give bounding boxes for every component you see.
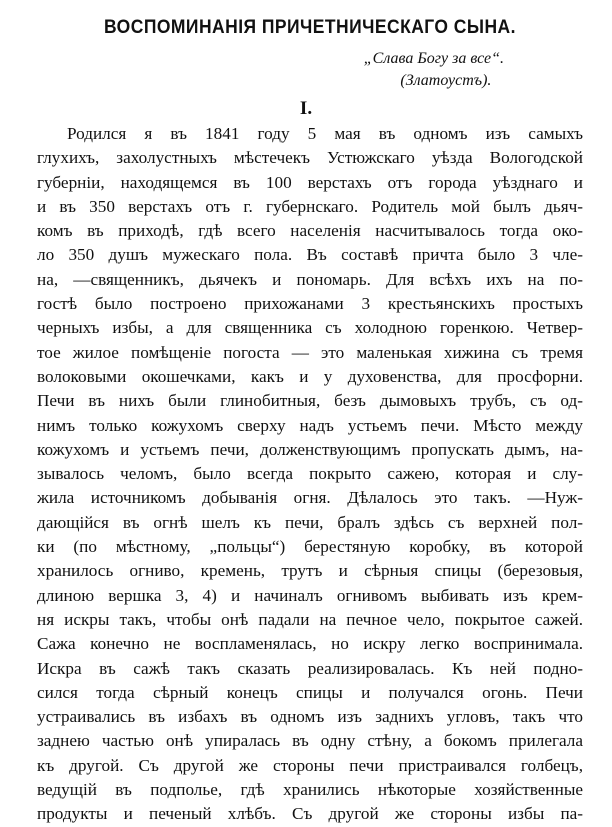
text-line: къ другой. Съ другой же стороны печи пристраивался голбецъ,	[37, 755, 583, 775]
text-line: глухихъ, захолустныхъ мѣстечекъ Устюжскаго уѣзда Вологодской	[37, 148, 583, 168]
text-line: длиною вершка 3, 4) и начиналъ огнивомъ выбивать изъ крем-	[37, 585, 583, 605]
document-title: ВОСПОМИНАНІЯ ПРИЧЕТНИЧЕСКАГО СЫНА.	[104, 17, 516, 38]
text-line: Родился я въ 1841 году 5 мая въ одномъ изъ самыхъ	[67, 124, 583, 143]
text-line: волоковыми окошечками, какъ и у духовенства, для просфорни.	[37, 366, 583, 386]
text-line: зывалось челомъ, было всегда покрыто сажею, которая и слу-	[37, 464, 583, 484]
text-line: и въ 350 верстахъ отъ г. губернскаго. Родитель мой былъ дьяч-	[37, 196, 583, 216]
text-line: продукты и печеный хлѣбъ. Съ другой же стороны избы па-	[37, 804, 583, 824]
body-text	[37, 122, 583, 827]
text-line: губерніи, находящемся въ 100 верстахъ отъ города уѣзднаго и	[37, 172, 583, 192]
text-line: кожухомъ и устьемъ печи, долженствующимъ пропускать дымъ, на-	[37, 439, 583, 459]
epigraph	[364, 48, 504, 92]
text-line: Печи въ нихъ были глинобитныя, безъ дымовыхъ трубъ, съ од-	[37, 391, 583, 411]
chapter-number: I.	[299, 98, 313, 119]
text-line: ло 350 душъ мужескаго пола. Въ составѣ причта было 3 чле-	[37, 245, 583, 265]
text-line: дающійся въ огнѣ шелъ къ печи, бралъ здѣсь съ верхней пол-	[37, 512, 583, 532]
text-line: устраивались въ избахъ въ одномъ изъ заднихъ угловъ, такъ что	[37, 707, 583, 727]
text-line: комъ въ приходѣ, гдѣ всего населенія насчитывалось тогда око-	[37, 221, 583, 241]
epigraph-source: (Златоустъ).	[400, 72, 492, 89]
text-line: сился тогда сѣрный конецъ спицы и получался огонь. Печи	[37, 682, 583, 702]
text-line: тое жилое помѣщеніе погоста — это маленькая хижина съ тремя	[37, 342, 583, 362]
text-line: гостѣ было построено прихожанами 3 крестьянскихъ простыхъ	[37, 294, 583, 314]
text-line: черныхъ избы, а для священника съ холодною горенкою. Четвер-	[37, 318, 583, 338]
text-line: Сажа конечно не воспламенялась, но искру легко воспринимала.	[37, 634, 583, 654]
text-line: Искра въ сажѣ такъ сказать реализировалась. Къ ней подно-	[37, 658, 583, 678]
text-line: нимъ только кожухомъ сверху надъ устьемъ печи. Мѣсто между	[37, 415, 583, 435]
epigraph-quote: „Слава Богу за все“.	[363, 50, 504, 67]
text-line: заднею частью онѣ упиралась въ одну стѣну, а бокомъ прилегала	[37, 731, 583, 751]
text-line: на, —священникъ, дьячекъ и пономарь. Для всѣхъ ихъ на по-	[37, 269, 583, 289]
text-line: хранилось огниво, кремень, трутъ и сѣрныя спицы (березовыя,	[37, 561, 583, 581]
text-line: ведущій въ подполье, гдѣ хранились нѣкоторые хозяйственные	[37, 780, 583, 800]
text-line: жила источникомъ добыванія огня. Дѣлалось это такъ. —Нуж-	[37, 488, 583, 508]
text-line: ня искры такъ, чтобы онѣ падали на печное чело, покрытое сажей.	[37, 609, 583, 629]
text-line: ки (по мѣстному, „польцы“) берестяную коробку, въ которой	[37, 537, 583, 557]
